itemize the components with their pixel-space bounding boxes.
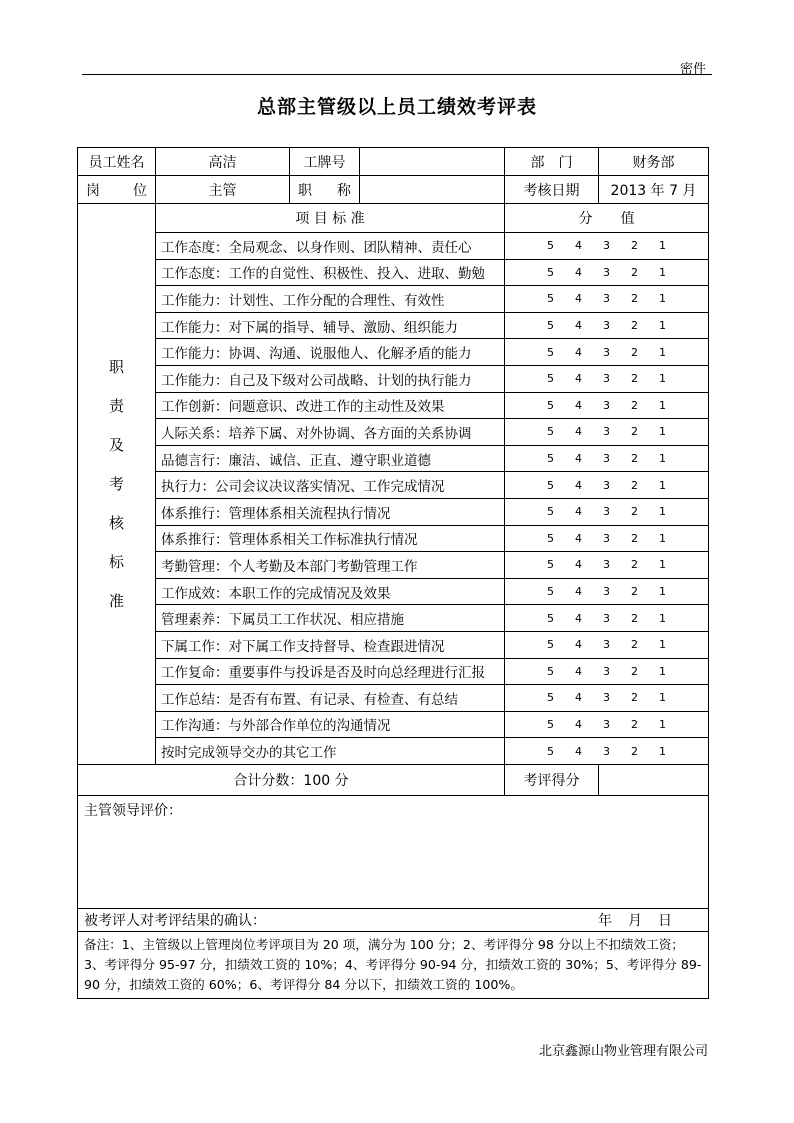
- criteria-label: 品德言行：廉洁、诚信、正直、遵守职业道德: [156, 445, 505, 472]
- criteria-label: 工作成效：本职工作的完成情况及效果: [156, 578, 505, 605]
- score-options: [505, 419, 709, 446]
- score-option[interactable]: 5: [547, 505, 554, 519]
- score-option[interactable]: 4: [575, 239, 582, 253]
- score-option[interactable]: 2: [631, 638, 638, 652]
- company-name: 北京鑫源山物业管理有限公司: [538, 1044, 708, 1059]
- category-char: 核: [108, 514, 124, 533]
- score-option[interactable]: 5: [547, 691, 554, 705]
- score-option[interactable]: 2: [631, 398, 638, 412]
- score-option[interactable]: 4: [575, 664, 582, 678]
- score-option[interactable]: 3: [603, 611, 610, 625]
- score-option[interactable]: 2: [631, 717, 638, 731]
- score-option[interactable]: 4: [575, 319, 582, 333]
- score-option[interactable]: 5: [547, 611, 554, 625]
- criteria-label: 管理素养：下属员工工作状况、相应措施: [156, 605, 505, 632]
- score-option[interactable]: 1: [659, 505, 666, 519]
- score-option[interactable]: 5: [547, 558, 554, 572]
- score-option[interactable]: 1: [659, 558, 666, 572]
- score-option[interactable]: 1: [659, 345, 666, 359]
- score-option[interactable]: 3: [603, 744, 610, 758]
- score-options: [505, 286, 709, 313]
- score-option[interactable]: 2: [631, 345, 638, 359]
- score-option[interactable]: 4: [575, 691, 582, 705]
- score-option[interactable]: 2: [631, 239, 638, 253]
- leader-comment-label: 主管领导评价：: [84, 802, 182, 819]
- criteria-label: 体系推行：管理体系相关流程执行情况: [156, 498, 505, 525]
- score-options: [505, 392, 709, 419]
- score-option[interactable]: 2: [631, 265, 638, 279]
- name-value[interactable]: 高洁: [156, 148, 290, 176]
- dept-label: 部 门: [505, 148, 599, 176]
- score-options: [505, 259, 709, 286]
- criteria-label: 体系推行：管理体系相关工作标准执行情况: [156, 525, 505, 552]
- criteria-label: 工作复命：重要事件与投诉是否及时向总经理进行汇报: [156, 658, 505, 685]
- category-char: 标: [108, 553, 124, 572]
- score-option[interactable]: 3: [603, 531, 610, 545]
- score-option[interactable]: 1: [659, 585, 666, 599]
- score-option[interactable]: 5: [547, 265, 554, 279]
- badge-value[interactable]: [360, 148, 505, 176]
- criteria-label: 工作能力：对下属的指导、辅导、激励、组织能力: [156, 312, 505, 339]
- date-year: 年: [598, 912, 612, 929]
- criteria-row: [78, 631, 709, 658]
- score-option[interactable]: 4: [575, 265, 582, 279]
- score-option[interactable]: 5: [547, 531, 554, 545]
- score-option[interactable]: 1: [659, 265, 666, 279]
- score-option[interactable]: 2: [631, 691, 638, 705]
- criteria-row: [78, 525, 709, 552]
- criteria-label: 考勤管理：个人考勤及本部门考勤管理工作: [156, 552, 505, 579]
- score-option[interactable]: 3: [603, 425, 610, 439]
- score-option[interactable]: 2: [631, 319, 638, 333]
- score-option[interactable]: 5: [547, 478, 554, 492]
- score-label: 考评得分: [505, 764, 599, 795]
- score-option[interactable]: 3: [603, 398, 610, 412]
- job-title-label: 职 称: [290, 176, 360, 204]
- score-options: [505, 605, 709, 632]
- score-option[interactable]: 4: [575, 345, 582, 359]
- dept-value[interactable]: 财务部: [599, 148, 709, 176]
- category-char: 及: [108, 436, 124, 455]
- score-option[interactable]: 3: [603, 372, 610, 386]
- score-options: [505, 233, 709, 260]
- score-option[interactable]: 4: [575, 452, 582, 466]
- position-value[interactable]: 主管: [156, 176, 290, 204]
- score-option[interactable]: 1: [659, 744, 666, 758]
- criteria-label: 工作沟通：与外部合作单位的沟通情况: [156, 711, 505, 738]
- score-option[interactable]: 5: [547, 744, 554, 758]
- score-option[interactable]: 2: [631, 425, 638, 439]
- score-option[interactable]: 2: [631, 531, 638, 545]
- confirm-date: [582, 910, 702, 930]
- criteria-label: 工作态度：全局观念、以身作则、团队精神、责任心: [156, 233, 505, 260]
- category-cell: [78, 204, 156, 765]
- score-option[interactable]: 1: [659, 239, 666, 253]
- score-option[interactable]: 2: [631, 611, 638, 625]
- criteria-row: [78, 605, 709, 632]
- criteria-label: 工作创新：问题意识、改进工作的主动性及效果: [156, 392, 505, 419]
- score-value[interactable]: [599, 764, 709, 795]
- score-option[interactable]: 3: [603, 717, 610, 731]
- score-option[interactable]: 3: [603, 505, 610, 519]
- date-day: 日: [658, 912, 672, 929]
- criteria-label: 执行力：公司会议决议落实情况、工作完成情况: [156, 472, 505, 499]
- criteria-row: [78, 312, 709, 339]
- score-option[interactable]: 5: [547, 638, 554, 652]
- score-option[interactable]: 1: [659, 398, 666, 412]
- score-option[interactable]: 4: [575, 372, 582, 386]
- score-option[interactable]: 1: [659, 292, 666, 306]
- score-option[interactable]: 4: [575, 398, 582, 412]
- score-option[interactable]: 3: [603, 345, 610, 359]
- score-option[interactable]: 2: [631, 585, 638, 599]
- criteria-row: [78, 552, 709, 579]
- score-option[interactable]: 2: [631, 478, 638, 492]
- category-char: 责: [108, 397, 124, 416]
- score-option[interactable]: 1: [659, 691, 666, 705]
- score-options: [505, 498, 709, 525]
- criteria-header-row: [78, 204, 709, 233]
- criteria-row: [78, 472, 709, 499]
- score-option[interactable]: 3: [603, 319, 610, 333]
- score-option[interactable]: 1: [659, 319, 666, 333]
- date-month: 月: [628, 912, 642, 929]
- criteria-label: 工作能力：计划性、工作分配的合理性、有效性: [156, 286, 505, 313]
- score-option[interactable]: 5: [547, 372, 554, 386]
- criteria-row: [78, 339, 709, 366]
- comment-row: [78, 795, 709, 908]
- confidential-tag: 密件: [680, 62, 707, 77]
- leader-comment-field[interactable]: [78, 795, 709, 908]
- position-label: 岗 位: [78, 176, 156, 204]
- score-option[interactable]: 2: [631, 292, 638, 306]
- total-row: [78, 764, 709, 795]
- score-option[interactable]: 3: [603, 558, 610, 572]
- score-option[interactable]: 1: [659, 478, 666, 492]
- criteria-row: [78, 286, 709, 313]
- info-row-1: [78, 148, 709, 176]
- score-options: [505, 552, 709, 579]
- score-option[interactable]: 1: [659, 531, 666, 545]
- criteria-row: [78, 498, 709, 525]
- criteria-label: 工作能力：自己及下级对公司战略、计划的执行能力: [156, 365, 505, 392]
- score-option[interactable]: 3: [603, 239, 610, 253]
- badge-label: 工牌号: [290, 148, 360, 176]
- score-option[interactable]: 4: [575, 425, 582, 439]
- remarks-text: 备注：1、主管级以上管理岗位考评项目为 20 项，满分为 100 分；2、考评得分 98 分以上不扣绩效工资；3、考评得分 95-97 分，扣绩效工资的 10%；4、考评得分 90-94 分，扣绩效工资的 30%；5、考评得分 89-90 分，扣绩效工资的 60%；6、考评得分 84 分以下，扣绩效工资的 100%。: [78, 931, 709, 998]
- name-label: 员工姓名: [78, 148, 156, 176]
- criteria-label: 工作能力：协调、沟通、说服他人、化解矛盾的能力: [156, 339, 505, 366]
- header-divider: [82, 74, 712, 75]
- score-option[interactable]: 4: [575, 531, 582, 545]
- remarks-row: [78, 931, 709, 998]
- score-option[interactable]: 3: [603, 292, 610, 306]
- score-option[interactable]: 5: [547, 717, 554, 731]
- criteria-row: [78, 711, 709, 738]
- score-option[interactable]: 2: [631, 372, 638, 386]
- criteria-label: 下属工作：对下属工作支持督导、检查跟进情况: [156, 631, 505, 658]
- score-option[interactable]: 5: [547, 239, 554, 253]
- score-option[interactable]: 2: [631, 452, 638, 466]
- score-option[interactable]: 4: [575, 505, 582, 519]
- score-options: [505, 711, 709, 738]
- confirm-field[interactable]: [78, 908, 709, 931]
- score-option[interactable]: 3: [603, 265, 610, 279]
- score-option[interactable]: 2: [631, 505, 638, 519]
- score-option[interactable]: 3: [603, 664, 610, 678]
- score-option[interactable]: 5: [547, 319, 554, 333]
- score-options: [505, 445, 709, 472]
- score-option[interactable]: 5: [547, 664, 554, 678]
- score-option[interactable]: 3: [603, 478, 610, 492]
- category-char: 考: [108, 475, 124, 494]
- confirm-row: [78, 908, 709, 931]
- score-options: [505, 738, 709, 765]
- criteria-row: [78, 392, 709, 419]
- criteria-header: 项 目 标 准: [156, 204, 505, 233]
- score-option[interactable]: 1: [659, 372, 666, 386]
- score-option[interactable]: 4: [575, 717, 582, 731]
- criteria-row: [78, 365, 709, 392]
- score-option[interactable]: 2: [631, 744, 638, 758]
- score-header: 分 值: [505, 204, 709, 233]
- criteria-row: [78, 685, 709, 712]
- score-option[interactable]: 5: [547, 585, 554, 599]
- score-option[interactable]: 1: [659, 664, 666, 678]
- score-option[interactable]: 1: [659, 425, 666, 439]
- criteria-row: [78, 658, 709, 685]
- score-options: [505, 525, 709, 552]
- score-options: [505, 339, 709, 366]
- criteria-row: [78, 738, 709, 765]
- score-option[interactable]: 3: [603, 452, 610, 466]
- score-option[interactable]: 5: [547, 452, 554, 466]
- period-label: 考核日期: [505, 176, 599, 204]
- score-option[interactable]: 5: [547, 398, 554, 412]
- score-options: [505, 658, 709, 685]
- period-value[interactable]: 2013 年 7 月: [599, 176, 709, 204]
- confirm-label: 被考评人对考评结果的确认：: [84, 912, 266, 929]
- category-char: 准: [108, 592, 124, 611]
- score-option[interactable]: 3: [603, 691, 610, 705]
- score-option[interactable]: 4: [575, 611, 582, 625]
- score-option[interactable]: 1: [659, 717, 666, 731]
- score-option[interactable]: 4: [575, 478, 582, 492]
- score-option[interactable]: 4: [575, 744, 582, 758]
- score-option[interactable]: 2: [631, 558, 638, 572]
- criteria-label: 工作态度：工作的自觉性、积极性、投入、进取、勤勉: [156, 259, 505, 286]
- score-option[interactable]: 1: [659, 638, 666, 652]
- criteria-label: 人际关系：培养下属、对外协调、各方面的关系协调: [156, 419, 505, 446]
- score-option[interactable]: 4: [575, 585, 582, 599]
- criteria-row: [78, 445, 709, 472]
- score-option[interactable]: 3: [603, 585, 610, 599]
- score-option[interactable]: 1: [659, 452, 666, 466]
- total-label: 合计分数：100 分: [78, 764, 505, 795]
- score-options: [505, 631, 709, 658]
- score-option[interactable]: 1: [659, 611, 666, 625]
- score-option[interactable]: 3: [603, 638, 610, 652]
- score-options: [505, 578, 709, 605]
- criteria-row: [78, 578, 709, 605]
- info-row-2: [78, 176, 709, 204]
- score-option[interactable]: 4: [575, 292, 582, 306]
- page-title: 总部主管级以上员工绩效考评表: [256, 96, 537, 118]
- criteria-row: [78, 259, 709, 286]
- criteria-row: [78, 233, 709, 260]
- category-char: 职: [108, 358, 124, 377]
- score-option[interactable]: 4: [575, 638, 582, 652]
- score-option[interactable]: 5: [547, 345, 554, 359]
- criteria-label: 工作总结：是否有布置、有记录、有检查、有总结: [156, 685, 505, 712]
- score-options: [505, 472, 709, 499]
- score-options: [505, 685, 709, 712]
- score-option[interactable]: 2: [631, 664, 638, 678]
- score-option[interactable]: 4: [575, 558, 582, 572]
- score-options: [505, 365, 709, 392]
- criteria-label: 按时完成领导交办的其它工作: [156, 738, 505, 765]
- score-option[interactable]: 5: [547, 425, 554, 439]
- score-options: [505, 312, 709, 339]
- evaluation-form: [77, 147, 709, 999]
- criteria-row: [78, 419, 709, 446]
- job-title-value[interactable]: [360, 176, 505, 204]
- score-option[interactable]: 5: [547, 292, 554, 306]
